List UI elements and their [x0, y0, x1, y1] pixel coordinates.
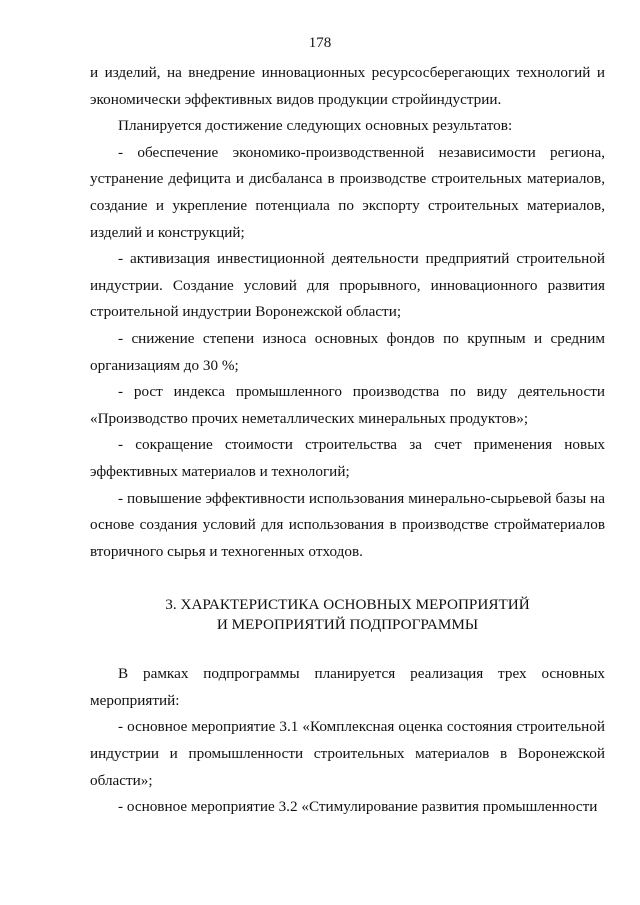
list-item-mineral-base: - повышение эффективности использования минерально-сырьевой базы на основе создания условий для использования в производстве стройматериалов вторичного сырья и техногенных отходов.	[90, 489, 605, 560]
list-item-cost-reduction: - сокращение стоимости строительства за счет применения новых эффективных материалов и технологий;	[90, 436, 605, 480]
paragraph-continuation: и изделий, на внедрение инновационных ресурсосберегающих технологий и экономически эффективных видов продукции стройиндустрии.	[90, 64, 605, 108]
list-item-wear-reduction: - снижение степени износа основных фондов по крупным и средним организациям до 30 %;	[90, 329, 605, 374]
paragraph-results-intro: Планируется достижение следующих основных результатов:	[118, 117, 513, 135]
document-body	[90, 60, 605, 821]
list-item-investment: - активизация инвестиционной деятельности предприятий строительной индустрии. Создание условий для прорывного, инновационного развития строительной индустрии Воронежской области;	[90, 250, 605, 321]
section-heading	[90, 595, 605, 635]
list-item-activity-3-1: - основное мероприятие 3.1 «Комплексная оценка состояния строительной индустрии и промышленности строительных материалов в Воронежской области»;	[90, 718, 605, 789]
list-item-independence: - обеспечение экономико-производственной независимости региона, устранение дефицита и дисбаланса в производстве строительных материалов, создание и укрепление потенциала по экспорту строительных материалов, изделий и конструкций;	[90, 143, 605, 241]
paragraph-activities-intro: В рамках подпрограммы планируется реализация трех основных мероприятий:	[90, 665, 605, 709]
section-heading-line1: 3. ХАРАКТЕРИСТИКА ОСНОВНЫХ МЕРОПРИЯТИЙ	[165, 596, 530, 614]
list-item-activity-3-2: - основное мероприятие 3.2 «Стимулирование развития промышленности	[118, 798, 598, 816]
page-number: 178	[308, 35, 332, 51]
list-item-production-index: - рост индекса промышленного производства по виду деятельности «Производство прочих неметаллических минеральных продуктов»;	[90, 383, 605, 427]
section-heading-line2: И МЕРОПРИЯТИЙ ПОДПРОГРАММЫ	[216, 616, 479, 634]
